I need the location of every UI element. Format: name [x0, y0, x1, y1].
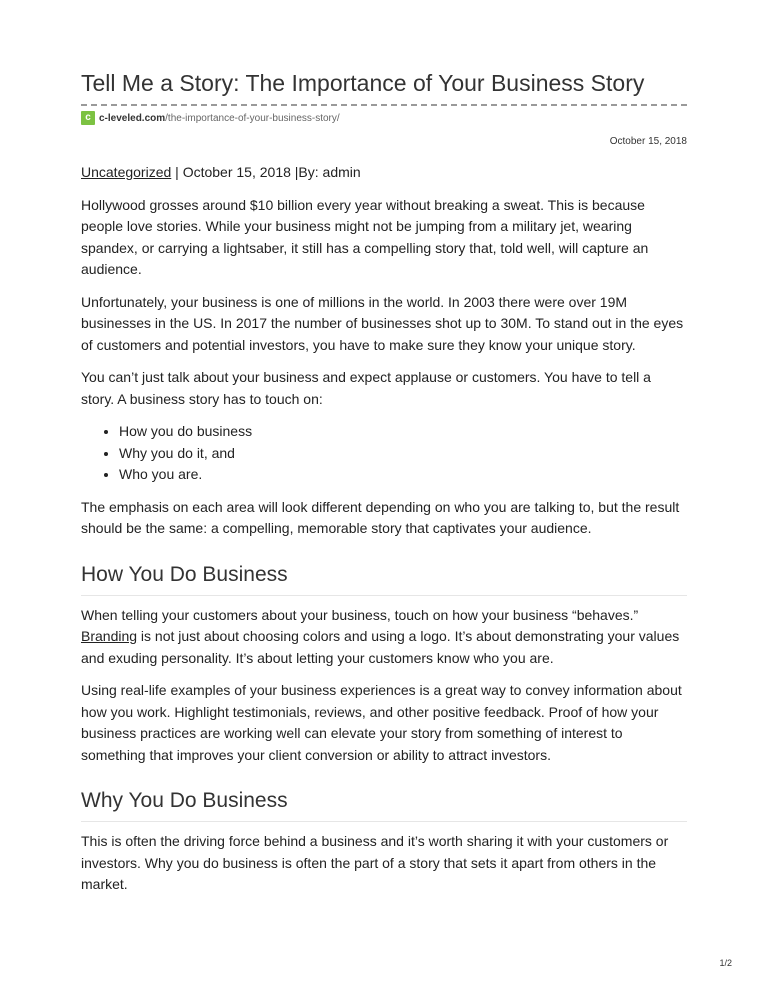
post-author: By: admin	[298, 164, 361, 180]
article-body	[81, 162, 687, 907]
paragraph-text: When telling your customers about your business, touch on how your business “behaves.”	[81, 606, 639, 623]
paragraph: The emphasis on each area will look different depending on who you are talking to, but the result should be the same: a compelling, memorable story that captivates your audience.	[81, 498, 680, 536]
list-item: • Who you are.	[119, 464, 687, 486]
branding-link[interactable]: Branding	[81, 628, 138, 644]
post-meta	[81, 162, 687, 184]
c-leveled-logo-icon: c	[81, 111, 95, 125]
page-number: 1/2	[719, 958, 732, 968]
meta-separator: |	[290, 164, 299, 180]
paragraph: You can’t just talk about your business and expect applause or customers. You have to tell a story. A business story has to touch on:	[81, 369, 651, 407]
source-domain[interactable]: c-leveled.com	[99, 112, 166, 124]
source-link[interactable]	[81, 110, 340, 126]
list-item: • How you do business	[119, 421, 687, 443]
bullet-list	[81, 421, 687, 486]
paragraph-text: is not just about choosing colors and using a logo. It’s about demonstrating your values and exuding personality. It’s about letting your customers know who you are.	[81, 628, 680, 666]
dashed-divider	[81, 104, 687, 106]
paragraph: Using real-life examples of your business experiences is a great way to convey information about how you work. Highlight testimonials, reviews, and other positive feedback. Proof of how your business practices are working well can elevate your story from something of interest to something that improves your client conversion or ability to attract investors.	[81, 682, 682, 763]
post-date: October 15, 2018	[182, 164, 291, 180]
list-item: • Why you do it, and	[119, 443, 687, 465]
paragraph: Hollywood grosses around $10 billion every year without breaking a sweat. This is because people love stories. While your business might not be jumping from a military jet, wearing spandex, or carrying a lightsaber, it still has a compelling story that, told well, will capture an audience.	[81, 196, 649, 277]
section-heading-how: How You Do Business	[81, 562, 687, 596]
meta-separator: |	[171, 164, 183, 180]
source-path[interactable]: /the-importance-of-your-business-story/	[165, 112, 340, 124]
pdf-date: October 15, 2018	[609, 136, 687, 147]
paragraph: This is often the driving force behind a business and it’s worth sharing it with your customers or investors. Why you do business is often the part of a story that sets it apart from others in the market.	[81, 833, 669, 892]
page-title: Tell Me a Story: The Importance of Your Business Story	[81, 70, 645, 96]
section-heading-why: Why You Do Business	[81, 788, 687, 822]
paragraph: Unfortunately, your business is one of millions in the world. In 2003 there were over 19M businesses in the US. In 2017 the number of businesses shot up to 30M. To stand out in the eyes of customers and potential investors, you have to make sure they know your unique story.	[81, 293, 684, 353]
category-link[interactable]: Uncategorized	[81, 164, 172, 180]
paragraph	[81, 605, 687, 670]
